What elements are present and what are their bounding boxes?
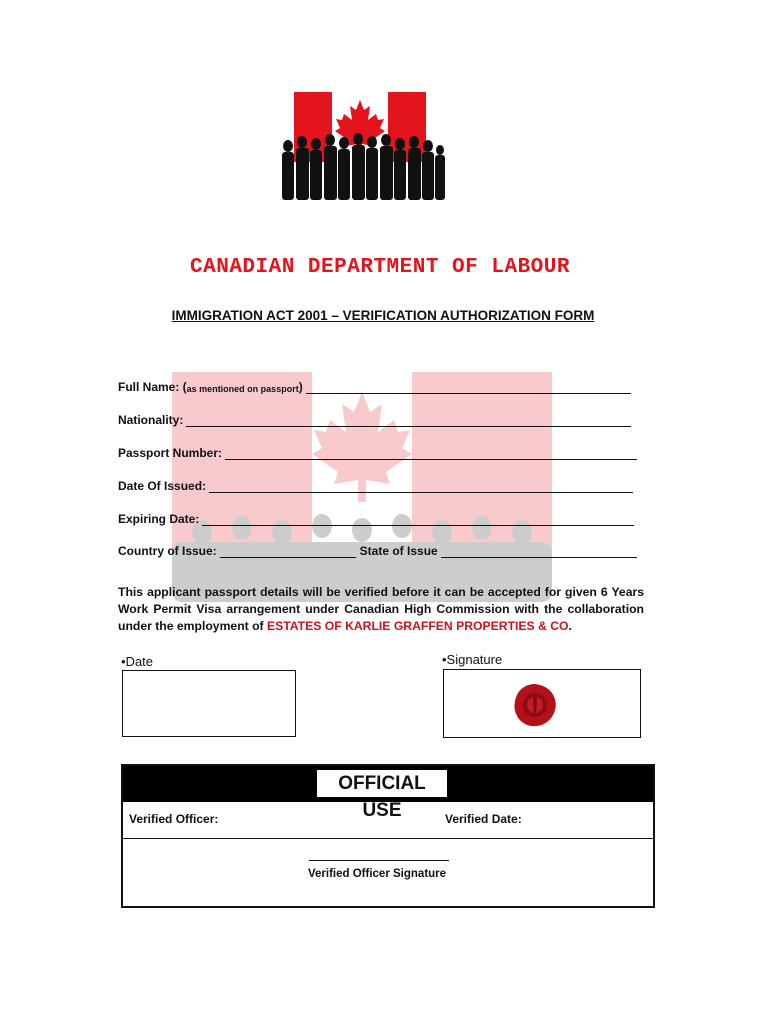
wax-seal-icon	[512, 682, 558, 728]
date-box-label: •Date	[121, 654, 154, 669]
country-issue-field[interactable]	[118, 544, 637, 558]
signature-box-label: •Signature	[442, 652, 503, 667]
full-name-note: as mentioned on passport	[186, 384, 299, 394]
nationality-field[interactable]	[118, 413, 631, 427]
form-subtitle: IMMIGRATION ACT 2001 – VERIFICATION AUTHORIZATION FORM	[171, 308, 595, 323]
date-issued-field[interactable]	[118, 479, 633, 493]
full-name-close: )	[298, 380, 303, 394]
expiring-date-field[interactable]	[118, 512, 634, 526]
country-issue-line[interactable]	[220, 545, 356, 558]
canada-flag-logo	[276, 86, 446, 206]
officer-signature-line[interactable]	[309, 860, 449, 861]
nationality-line[interactable]	[186, 414, 631, 427]
statement-text: This applicant passport details will be verified before it can be accepted for given 6 Years Work Permit Visa arrangement under Canadian High Commission with the collaboration under the employment of	[118, 585, 644, 633]
expiring-date-line[interactable]	[202, 513, 634, 526]
verified-date-label: Verified Date:	[445, 812, 522, 826]
full-name-field[interactable]	[118, 380, 631, 394]
date-issued-label: Date Of Issued:	[118, 479, 207, 493]
official-use-section	[121, 764, 655, 908]
full-name-line[interactable]	[306, 381, 631, 394]
official-use-row	[123, 802, 653, 839]
statement-paragraph	[118, 584, 644, 635]
full-name-label: Full Name: (	[118, 380, 187, 394]
page-title: CANADIAN DEPARTMENT OF LABOUR	[190, 256, 570, 279]
officer-signature-label: Verified Officer Signature	[308, 868, 447, 880]
passport-number-label: Passport Number:	[118, 446, 223, 460]
statement-end: .	[568, 619, 572, 633]
passport-number-field[interactable]	[118, 446, 637, 460]
state-issue-label: State of Issue	[359, 544, 438, 558]
official-use-title: OFFICIAL USE	[317, 770, 447, 797]
state-issue-line[interactable]	[441, 545, 637, 558]
company-name: ESTATES OF KARLIE GRAFFEN PROPERTIES & CO	[266, 619, 569, 633]
nationality-label: Nationality:	[118, 413, 184, 427]
expiring-date-label: Expiring Date:	[118, 512, 200, 526]
passport-number-line[interactable]	[225, 447, 637, 460]
date-issued-line[interactable]	[209, 480, 633, 493]
date-box[interactable]	[122, 670, 296, 737]
verified-officer-label: Verified Officer:	[129, 812, 219, 826]
country-issue-label: Country of Issue:	[118, 544, 217, 558]
